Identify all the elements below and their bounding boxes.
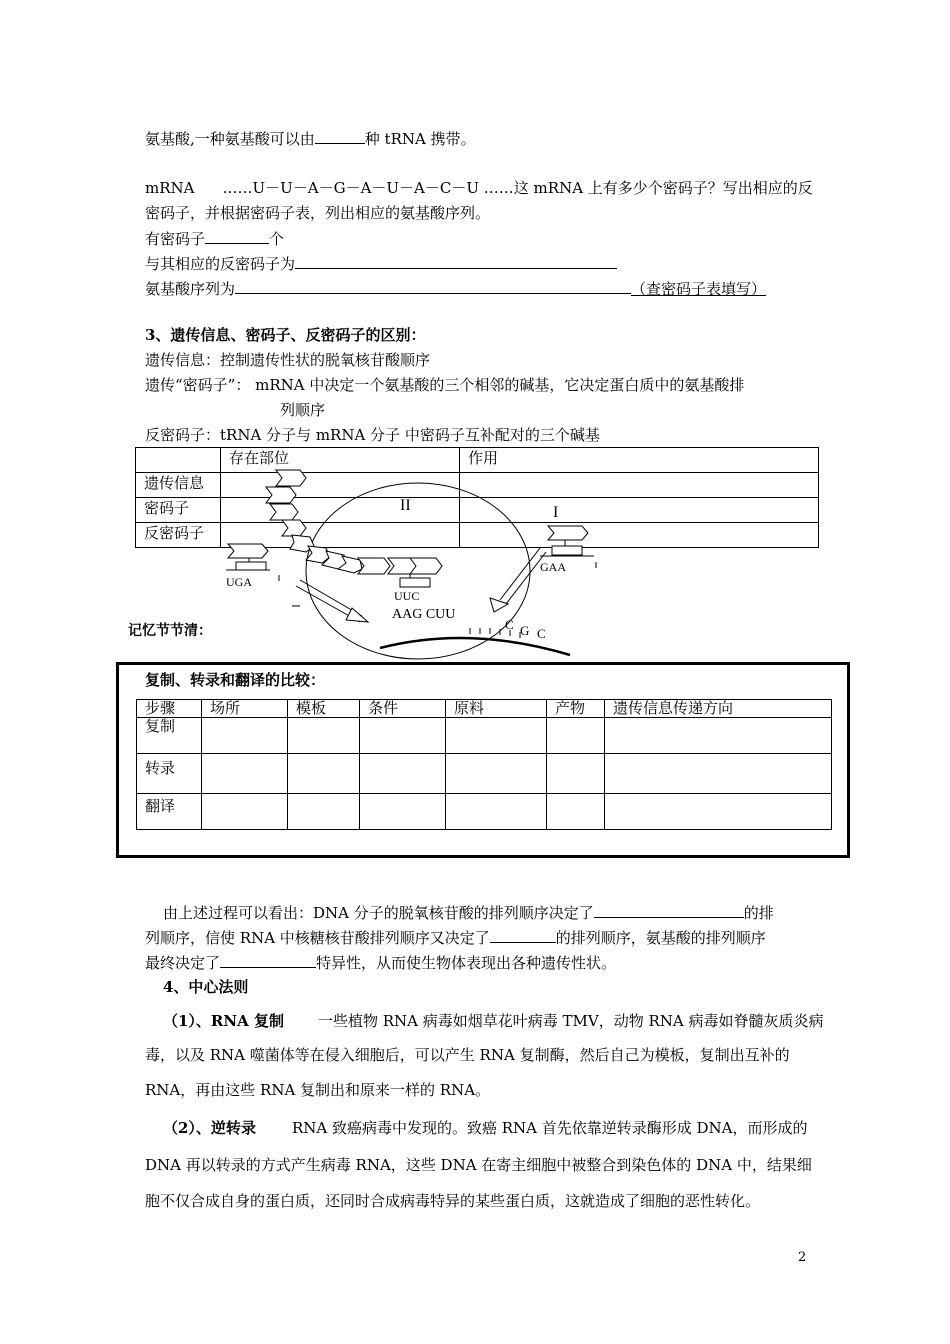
label-site-ii: II: [400, 497, 411, 514]
blank-1: [594, 902, 744, 918]
label-uga: UGA: [226, 575, 252, 589]
table-cell: [605, 754, 832, 794]
reverse-transcription-line-2: DNA 再以转录的方式产生病毒 RNA，这些 DNA 在寄主细胞中被整合到染色体的 DNA 中，结果细: [145, 1156, 812, 1174]
rna-replication-line-2: 毒，以及 RNA 噬菌体等在侵入细胞后，可以产生 RNA 复制酶，然后自己为模板，复制出互补的: [145, 1046, 790, 1064]
trna-left: [226, 544, 270, 570]
row-label: 转录: [137, 754, 202, 794]
row-label: 复制: [137, 718, 202, 754]
peptide-chain: [266, 470, 442, 574]
text-p3b: 特异性，从而使生物体表现出各种遗传性状。: [316, 954, 617, 972]
text-p1b: 的排: [743, 904, 774, 922]
table-header: 模板: [288, 700, 360, 718]
rna-replication-line-3: RNA，再由这些 RNA 复制出和原来一样的 RNA。: [145, 1081, 491, 1099]
label-aag-cuu: AAG CUU: [392, 607, 456, 622]
table-cell: [605, 718, 832, 754]
subtitle-reverse-transcription: （2）、逆转录: [163, 1119, 256, 1137]
text-l6: 氨基酸序列为: [145, 280, 236, 298]
section4-title: 4、中心法则: [163, 978, 249, 996]
row-label: 反密码子: [136, 523, 221, 548]
table-header: 步骤: [137, 700, 202, 718]
conclusion-line-2: [145, 927, 766, 948]
def-codon-cont: 列顺序: [280, 401, 326, 419]
reverse-transcription-line-1: [163, 1118, 808, 1138]
table-cell: [202, 718, 288, 754]
label-gaa: GAA: [540, 560, 566, 574]
row-label: 密码子: [136, 498, 221, 523]
trna-right: [540, 526, 594, 556]
row-label: 翻译: [137, 794, 202, 830]
label-base-g: G: [520, 623, 530, 638]
blank-2: [490, 927, 556, 943]
conclusion-line-3: [145, 952, 616, 973]
mrna-sequence: ……U－U－A－G－A－U－A－C－U ……这 mRNA 上有多少个密码子？写出相应的反: [222, 179, 813, 197]
text-l1: 氨基酸,一种氨基酸可以由: [145, 130, 315, 148]
label-site-i: I: [553, 504, 559, 521]
table-cell: [288, 754, 360, 794]
table-cell: [288, 718, 360, 754]
def-anticodon: 反密码子：tRNA 分子与 mRNA 分子 中密码子互补配对的三个碱基: [145, 426, 600, 444]
table-row: [137, 718, 832, 754]
def-genetic-info: 遗传信息：控制遗传性状的脱氧核苷酸顺序: [145, 351, 431, 369]
def-codon: 遗传“密码子”： mRNA 中决定一个氨基酸的三个相邻的碱基，它决定蛋白质中的氨基酸排: [145, 376, 745, 394]
text-p2a: 列顺序，信使 RNA 中核糖核苷酸排列顺序又决定了: [145, 929, 490, 947]
memory-heading: 记忆节节清：: [128, 623, 212, 639]
table-header: 存在部位: [221, 448, 460, 473]
arrow-exit: [296, 580, 368, 622]
text-l6b: （查密码子表填写）: [631, 280, 767, 298]
table-header: 遗传信息传递方向: [605, 700, 832, 718]
table-cell: [288, 794, 360, 830]
table-cell: [360, 718, 446, 754]
text-s1-l1: 一些植物 RNA 病毒如烟草花叶病毒 TMV，动物 RNA 病毒如脊髓灰质炎病: [317, 1012, 824, 1030]
table-cell: [202, 794, 288, 830]
table-row: [137, 754, 832, 794]
text-p2b: 的排列顺序，氨基酸的排列顺序: [555, 929, 766, 947]
comparison-title: 复制、转录和翻译的比较：: [145, 671, 326, 689]
text-p3a: 最终决定了: [145, 954, 221, 972]
text-s2-l1: RNA 致癌病毒中发现的。致癌 RNA 首先依靠逆转录酶形成 DNA，而形成的: [291, 1119, 808, 1137]
table-header: 作用: [460, 448, 819, 473]
table-header: 条件: [360, 700, 446, 718]
page-number: 2: [798, 1250, 807, 1265]
label-uuc: UUC: [394, 589, 420, 603]
table-cell: [360, 754, 446, 794]
text-l4b: 个: [269, 230, 285, 248]
arrow-enter: [490, 548, 546, 612]
text-l1b: 种 tRNA 携带。: [364, 130, 476, 148]
table-header: 产物: [547, 700, 605, 718]
blank-3: [220, 952, 316, 968]
table-cell: [605, 794, 832, 830]
table-header: 原料: [446, 700, 547, 718]
label-base-c1: C: [505, 617, 514, 632]
table-cell: [547, 794, 605, 830]
table-cell: [547, 718, 605, 754]
section3-title: 3、遗传信息、密码子、反密码子的区别：: [145, 326, 426, 344]
reverse-transcription-line-3: 胞不仅合成自身的蛋白质，还同时合成病毒特异的某些蛋白质，这就造成了细胞的恶性转化。: [145, 1192, 761, 1210]
table-cell: [360, 794, 446, 830]
line-instructions: 密码子，并根据密码子表，列出相应的氨基酸序列。: [145, 204, 491, 222]
text-l5: 与其相应的反密码子为: [145, 255, 296, 273]
table-row: [137, 700, 832, 718]
table-cell: [446, 718, 547, 754]
table-header: 场所: [202, 700, 288, 718]
table-cell: [202, 754, 288, 794]
mrna-label: mRNA: [145, 179, 195, 197]
rna-replication-line-1: [163, 1011, 824, 1031]
table-cell: [446, 794, 547, 830]
comparison-table: [136, 699, 832, 830]
table-cell: [547, 754, 605, 794]
text-l4: 有密码子: [145, 230, 206, 248]
text-p1a: 由上述过程可以看出：DNA 分子的脱氧核苷酸的排列顺序决定了: [163, 904, 594, 922]
table-row: [137, 794, 832, 830]
subtitle-rna-replication: （1）、RNA 复制: [163, 1012, 284, 1030]
table-cell: [446, 754, 547, 794]
label-base-c: C: [537, 626, 546, 641]
row-label: 遗传信息: [136, 473, 221, 498]
conclusion-line-1: [163, 902, 774, 923]
